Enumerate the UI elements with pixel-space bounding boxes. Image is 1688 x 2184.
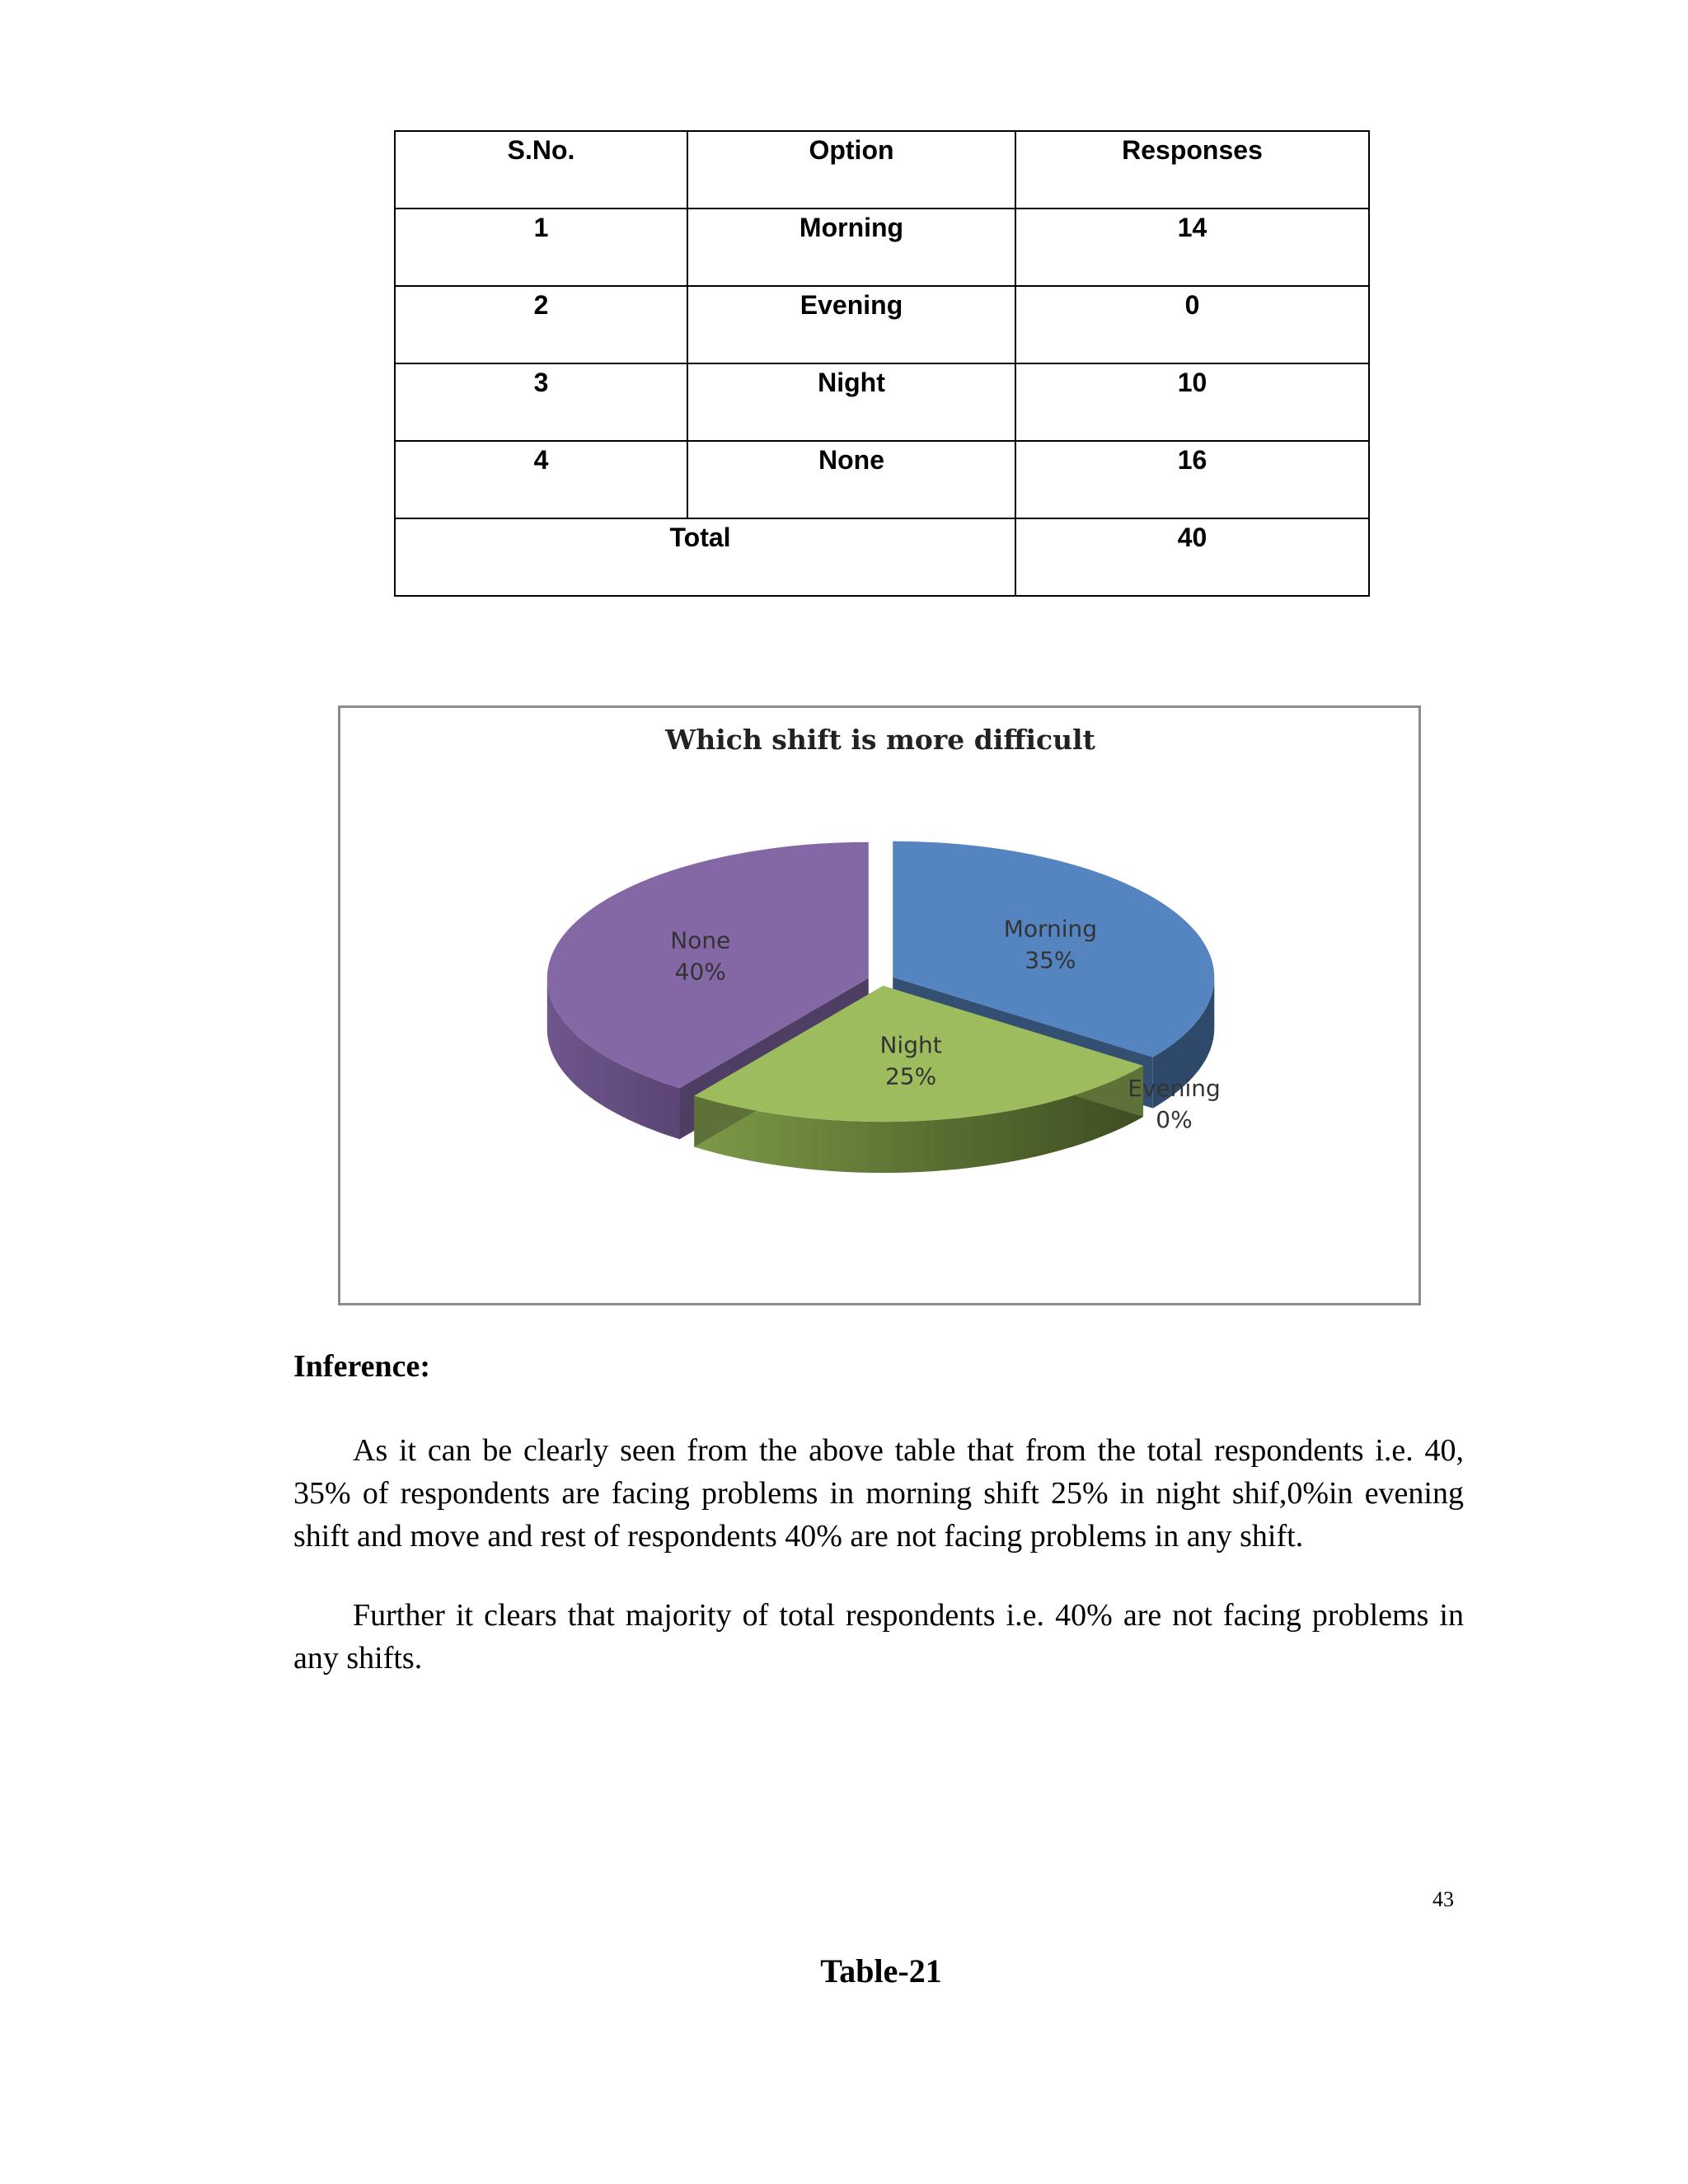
pie-chart (338, 705, 1421, 1305)
cell-responses: 0 (1015, 286, 1369, 363)
table-total-row (395, 518, 1369, 596)
header-responses: Responses (1015, 131, 1369, 209)
chart-title: Which shift is more difficult (665, 724, 1095, 756)
pie-slices (547, 841, 1215, 1173)
slice-value-none: 40% (674, 958, 726, 986)
inference-paragraph-1: As it can be clearly seen from the above table that from the total respondents i.e. 40, 35% of respondents are facing problems in morning shift 25% in night shif,0%in evening shift and move and rest of respondents 40% are not facing problems in any shift. (293, 1433, 1464, 1554)
slice-label-morning: Morning (1003, 915, 1098, 943)
cell-option: Evening (687, 286, 1015, 363)
inference-paragraph-2: Further it clears that majority of total respondents i.e. 40% are not facing problems in any shifts. (293, 1598, 1464, 1675)
slice-value-evening: 0% (1156, 1106, 1193, 1133)
page-number: 43 (1432, 1887, 1454, 1911)
slice-label-night: Night (879, 1031, 942, 1059)
cell-responses: 16 (1015, 441, 1369, 518)
cell-sno: 2 (395, 286, 687, 363)
slice-label-none: None (670, 926, 731, 954)
cell-option: None (687, 441, 1015, 518)
pie-chart-svg (340, 708, 1418, 1303)
table-caption: Table-21 (820, 1952, 942, 1990)
total-label-cell: Total (395, 518, 1015, 596)
slice-label-evening: Evening (1128, 1075, 1221, 1102)
table-row (395, 209, 1369, 286)
table-row (395, 441, 1369, 518)
cell-responses: 10 (1015, 363, 1369, 441)
table-row (395, 363, 1369, 441)
responses-table (394, 130, 1370, 597)
cell-sno: 3 (395, 363, 687, 441)
slice-value-morning: 35% (1025, 946, 1076, 974)
header-option: Option (687, 131, 1015, 209)
table-row (395, 286, 1369, 363)
cell-option: Night (687, 363, 1015, 441)
total-value-cell: 40 (1015, 518, 1369, 596)
cell-responses: 14 (1015, 209, 1369, 286)
inference-heading: Inference: (293, 1349, 431, 1384)
slice-value-night: 25% (884, 1062, 937, 1090)
header-sno: S.No. (395, 131, 687, 209)
table-header-row (395, 131, 1369, 209)
cell-option: Morning (687, 209, 1015, 286)
cell-sno: 4 (395, 441, 687, 518)
cell-sno: 1 (395, 209, 687, 286)
